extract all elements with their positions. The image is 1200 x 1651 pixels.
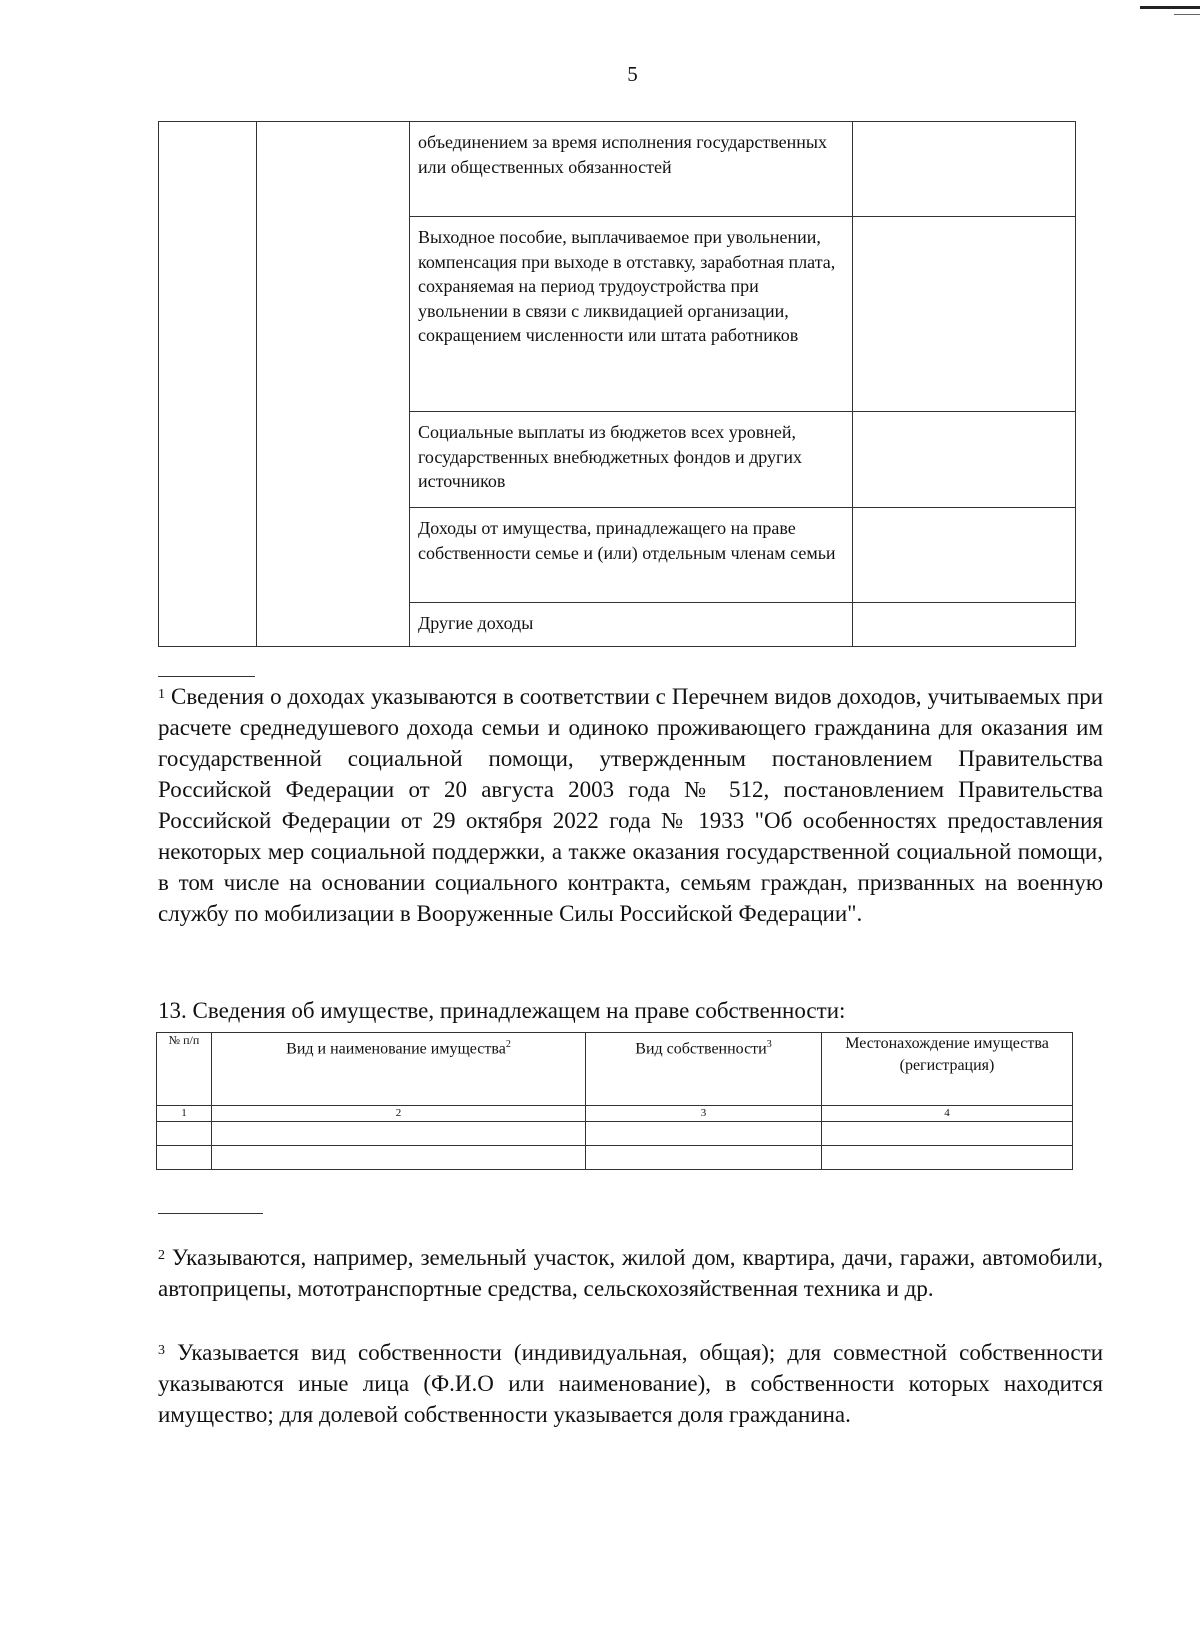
income-type-cell: Выходное пособие, выплачиваемое при увольнении, компенсация при выходе в отставку, заработная плата, сохраняемая на период трудоустройства при увольнении в связи с ликвидацией организации, сокращением численности или штата работников [410, 217, 853, 412]
column-number: 1 [157, 1106, 212, 1122]
income-type-cell: Другие доходы [410, 603, 853, 647]
footnote-mark: 1 [158, 687, 165, 702]
footnote-text: Указывается вид собственности (индивидуальная, общая); для совместной собственности указываются иные лица (Ф.И.О или наименование), в собственности которых находится имущество; для долевой собственности указывается доля гражданина. [158, 1340, 1103, 1427]
header-kind-label: Вид и наименование имущества [286, 1040, 506, 1058]
table-row [157, 1146, 1073, 1170]
header-ownership [586, 1033, 822, 1106]
empty-cell [822, 1122, 1073, 1146]
scan-edge-mark-thin [1174, 14, 1200, 15]
footnote-mark: 2 [158, 1248, 165, 1263]
table-row [159, 122, 1076, 217]
empty-cell [159, 122, 257, 647]
footnote-ref: 2 [505, 1039, 511, 1050]
column-number: 3 [586, 1106, 822, 1122]
income-value-cell [853, 122, 1076, 217]
footnote-3 [158, 1337, 1103, 1430]
footnote-1 [158, 681, 1103, 929]
empty-cell [257, 122, 410, 647]
footnote-ref: 3 [766, 1039, 772, 1050]
empty-cell [157, 1122, 212, 1146]
income-value-cell [853, 217, 1076, 412]
header-num: № п/п [157, 1033, 212, 1106]
header-ownership-label: Вид собственности [635, 1040, 767, 1058]
footnote-separator [158, 676, 255, 677]
column-number: 2 [212, 1106, 586, 1122]
footnote-separator [158, 1213, 263, 1214]
income-type-cell: Социальные выплаты из бюджетов всех уровней, государственных внебюджетных фондов и других источников [410, 412, 853, 508]
table-row [157, 1122, 1073, 1146]
scan-edge-mark [1140, 6, 1200, 9]
income-type-cell: объединением за время исполнения государственных или общественных обязанностей [410, 122, 853, 217]
empty-cell [212, 1122, 586, 1146]
income-value-cell [853, 412, 1076, 508]
footnote-2 [158, 1242, 1103, 1304]
column-number-row [157, 1106, 1073, 1122]
footnote-text: Сведения о доходах указываются в соответствии с Перечнем видов доходов, учитываемых при расчете среднедушевого дохода семьи и одиноко проживающего гражданина для оказания им государственной социальной помощи, утвержденным постановлением Правительства Российской Федерации от 20 августа 2003 года № 512, постановлением Правительства Российской Федерации от 29 октября 2022 года № 1933 "Об особенностях предоставления некоторых мер социальной поддержки, а также оказания государственной социальной помощи, в том числе на основании социального контракта, семьям граждан, призванных на военную службу по мобилизации в Вооруженные Силы Российской Федерации". [158, 684, 1104, 926]
footnote-text: Указываются, например, земельный участок, жилой дом, квартира, дачи, гаражи, автомобили, автоприцепы, мототранспортные средства, сельскохозяйственная техника и др. [158, 1245, 1103, 1301]
empty-cell [212, 1146, 586, 1170]
income-value-cell [853, 508, 1076, 603]
property-table [156, 1032, 1073, 1170]
footnote-mark: 3 [158, 1343, 165, 1358]
header-kind [212, 1033, 586, 1106]
table-header-row [157, 1033, 1073, 1106]
income-table [158, 121, 1076, 647]
income-value-cell [853, 603, 1076, 647]
empty-cell [586, 1122, 822, 1146]
empty-cell [157, 1146, 212, 1170]
empty-cell [586, 1146, 822, 1170]
empty-cell [822, 1146, 1073, 1170]
header-location: Местонахождение имущества (регистрация) [822, 1033, 1073, 1106]
page-number: 5 [627, 62, 638, 86]
column-number: 4 [822, 1106, 1073, 1122]
income-type-cell: Доходы от имущества, принадлежащего на праве собственности семье и (или) отдельным членам семьи [410, 508, 853, 603]
section-title: 13. Сведения об имуществе, принадлежащем на праве собственности: [158, 998, 846, 1023]
